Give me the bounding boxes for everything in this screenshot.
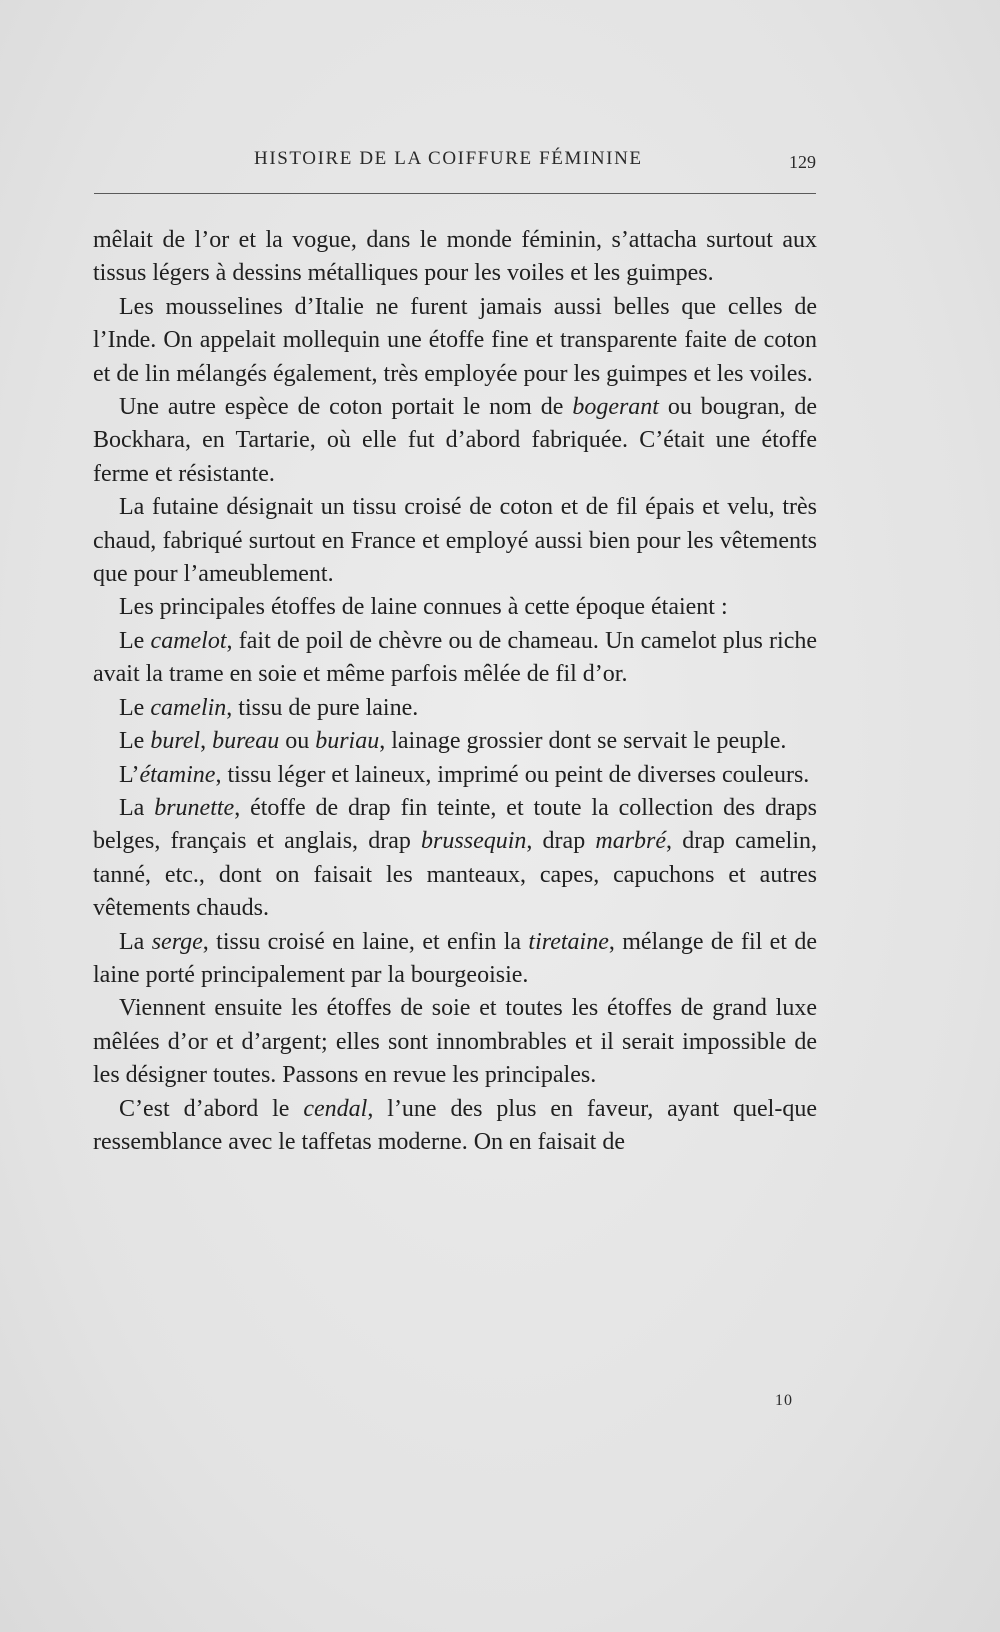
paragraph <box>93 391 817 491</box>
italic-term: bureau <box>212 728 280 755</box>
italic-term: burel <box>150 728 201 755</box>
paragraph-text: La futaine désignait un tissu croisé de coton et de fil épais et velu, très chaud, fabriqué surtout en France et employé aussi bien pour les vêtements que pour l’ameublement. <box>93 494 817 588</box>
italic-term: marbré <box>595 828 667 855</box>
paragraph-text: ou bougran, de Bockhara, en Tartarie, où elle fut d’abord fabriquée. C’était une étoffe ferme et résistante. <box>93 394 817 487</box>
paragraph <box>93 725 817 758</box>
paragraph <box>93 591 817 624</box>
running-head <box>94 148 816 178</box>
paragraph-text: , tissu de pure laine. <box>226 694 419 721</box>
italic-term: buriau <box>315 728 380 755</box>
paragraph-text: Les mousselines d’Italie ne furent jamais aussi belles que celles de l’Inde. On appelait mollequin une étoffe fine et transparente faite de coton et de lin mélangés également, très employée pour les guimpes et les voiles. <box>93 293 817 387</box>
paragraph-text: , tissu léger et laineux, imprimé ou peint de diverses couleurs. <box>215 761 810 788</box>
paragraph-text: mêlait de l’or et la vogue, dans le monde féminin, s’attacha surtout aux tissus légers à dessins métalliques pour les voiles et les guimpes. <box>93 227 817 287</box>
italic-term: brunette <box>154 794 235 821</box>
italic-term: brussequin <box>421 828 527 855</box>
body-text <box>93 224 817 1159</box>
paragraph-text: La <box>119 794 155 821</box>
italic-term: camelin <box>150 694 227 721</box>
paragraph-text: Une autre espèce de coton portait le nom de <box>119 394 573 421</box>
paragraph-text: Viennent ensuite les étoffes de soie et toutes les étoffes de grand luxe mêlées d’or et d’argent; elles sont innombrables et il serait impossible de les désigner toutes. Passons en revue les principales. <box>93 995 817 1089</box>
running-title: HISTOIRE DE LA COIFFURE FÉMININE <box>254 148 643 169</box>
italic-term: camelot <box>150 627 227 654</box>
paragraph-text: Le <box>119 694 151 721</box>
paragraph-text: , étoffe de drap fin teinte, et toute la collection des draps belges, français et anglais, drap <box>93 794 817 855</box>
italic-term: cendal <box>303 1095 368 1122</box>
paragraph <box>93 224 817 291</box>
paragraph-text: La <box>119 928 152 955</box>
paragraph-text: Les principales étoffes de laine connues à cette époque étaient : <box>119 594 728 621</box>
page-number: 129 <box>789 152 816 172</box>
paragraph-text: , drap camelin, tanné, etc., dont on faisait les manteaux, capes, capuchons et autres vêtements chauds. <box>93 828 817 922</box>
paragraph-text: L’ <box>119 761 140 788</box>
paragraph <box>93 692 817 725</box>
paragraph-text: C’est d’abord le <box>119 1095 304 1122</box>
paragraph-text: Le <box>119 627 151 654</box>
paragraph-text: , l’une des plus en faveur, ayant quel-que ressemblance avec le taffetas moderne. On en faisait de <box>93 1095 817 1155</box>
paragraph-text: , drap <box>526 828 596 855</box>
paragraph <box>93 1093 817 1160</box>
paragraph <box>93 992 817 1092</box>
paragraph <box>93 625 817 692</box>
paragraph-text: , tissu croisé en laine, et enfin la <box>202 928 529 955</box>
paragraph-text: , <box>200 728 213 755</box>
italic-term: étamine <box>139 761 216 788</box>
paragraph <box>93 926 817 993</box>
paragraph <box>93 491 817 591</box>
paragraph <box>93 759 817 792</box>
paragraph-text: ou <box>279 728 316 755</box>
paragraph <box>93 792 817 926</box>
paragraph-text: Le <box>119 728 151 755</box>
italic-term: bogerant <box>572 394 659 421</box>
signature-mark: 10 <box>775 1392 793 1409</box>
paragraph <box>93 291 817 391</box>
header-rule <box>94 193 816 194</box>
italic-term: serge <box>151 928 203 955</box>
paragraph-text: , mélange de fil et de laine porté principalement par la bourgeoisie. <box>93 928 818 988</box>
italic-term: tiretaine <box>528 928 609 955</box>
paragraph-text: , lainage grossier dont se servait le peuple. <box>379 728 787 755</box>
paragraph-text: , fait de poil de chèvre ou de chameau. Un camelot plus riche avait la trame en soie et même parfois mêlée de fil d’or. <box>93 627 818 688</box>
